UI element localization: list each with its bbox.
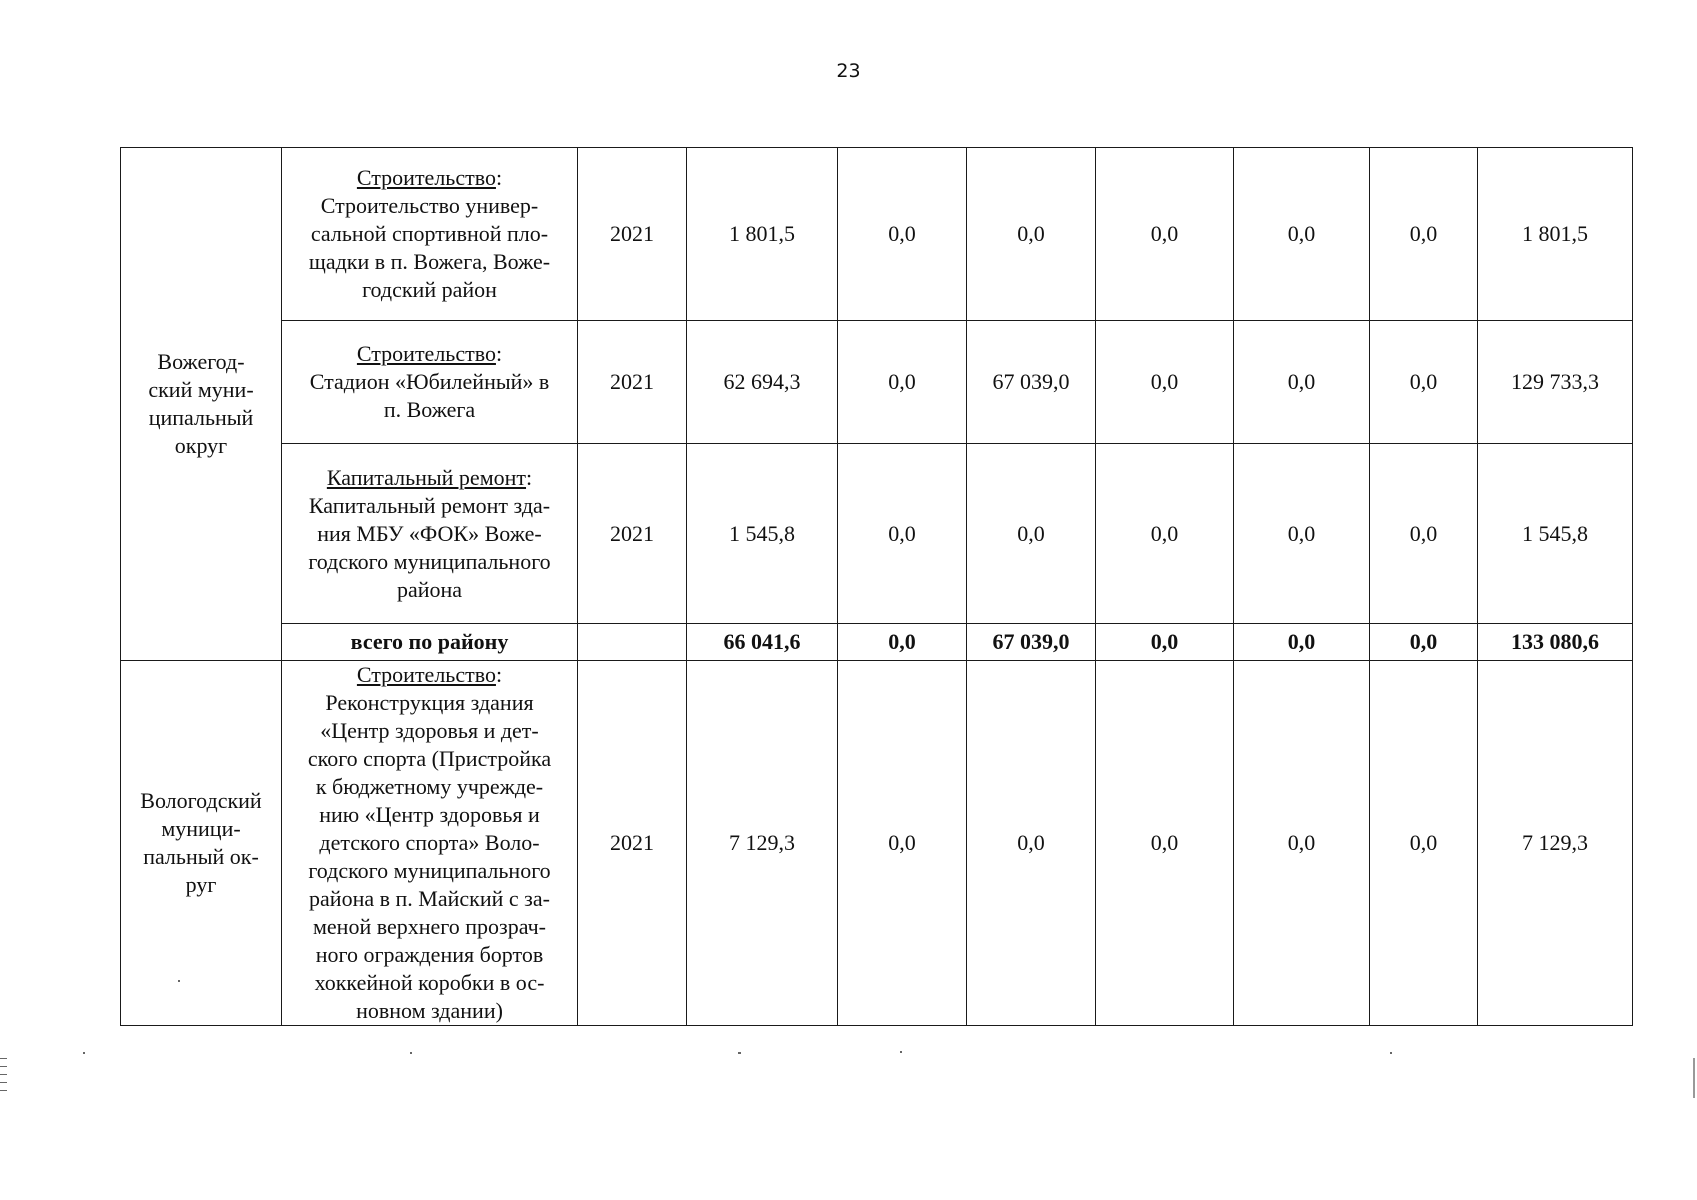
- total-value-cell: 0,0: [838, 624, 967, 661]
- value-cell: 0,0: [838, 148, 967, 321]
- value-cell: 0,0: [1096, 321, 1234, 444]
- total-value-cell: 0,0: [1370, 624, 1478, 661]
- value-cell: 0,0: [1370, 148, 1478, 321]
- value-cell: 0,0: [967, 661, 1096, 1026]
- value-cell: 7 129,3: [687, 661, 838, 1026]
- value-cell: 1 545,8: [687, 444, 838, 624]
- scan-artifact: [0, 1082, 7, 1083]
- table-row: [121, 444, 1633, 624]
- total-label: всего по району: [282, 624, 578, 661]
- scan-artifact: [178, 980, 180, 982]
- year-cell: 2021: [578, 661, 687, 1026]
- total-value-cell: 0,0: [1096, 624, 1234, 661]
- object-description: Реконструкция здания «Центр здоровья и дет- ского спорта (Пристройка к бюджетному учрежде- нию «Центр здоровья и детского спорта» Воло- годского муниципального района в п. Майский с за- меной верхнего прозрач- ного ограждения бортов хоккейной коробки в ос- новном здании): [307, 690, 552, 1023]
- year-cell: 2021: [578, 148, 687, 321]
- scan-artifact: [410, 1052, 412, 1054]
- table-row: [121, 321, 1633, 444]
- total-value-cell: 66 041,6: [687, 624, 838, 661]
- value-cell: 67 039,0: [967, 321, 1096, 444]
- work-type: Капитальный ремонт: [326, 464, 527, 490]
- work-type: Строительство: [356, 662, 496, 687]
- scan-artifact: [0, 1090, 7, 1091]
- value-cell: 0,0: [1096, 148, 1234, 321]
- value-cell: 0,0: [838, 444, 967, 624]
- table-row: [121, 661, 1633, 1026]
- scan-artifact: [900, 1051, 902, 1053]
- value-cell: 1 801,5: [1478, 148, 1633, 321]
- value-cell: 0,0: [1096, 661, 1234, 1026]
- total-value-cell: 133 080,6: [1478, 624, 1633, 661]
- value-cell: 1 545,8: [1478, 444, 1633, 624]
- budget-table: [120, 147, 1633, 1026]
- work-type: Строительство: [356, 341, 496, 366]
- value-cell: 0,0: [1370, 661, 1478, 1026]
- year-cell: [578, 624, 687, 661]
- work-type: Строительство: [356, 165, 496, 190]
- value-cell: 129 733,3: [1478, 321, 1633, 444]
- value-cell: 0,0: [1234, 321, 1370, 444]
- value-cell: 0,0: [967, 148, 1096, 321]
- object-description-cell: Строительство: Стадион «Юбилейный» в п. Вожега: [282, 321, 578, 444]
- scan-artifact: [0, 1066, 7, 1067]
- object-description-cell: Капитальный ремонт: Капитальный ремонт зда- ния МБУ «ФОК» Воже- годского муниципального района: [282, 444, 578, 624]
- value-cell: 0,0: [1234, 661, 1370, 1026]
- object-description: Строительство универ- сальной спортивной пло- щадки в п. Вожега, Воже- годский район: [308, 193, 551, 302]
- year-cell: 2021: [578, 444, 687, 624]
- value-cell: 0,0: [1234, 148, 1370, 321]
- object-description: Стадион «Юбилейный» в п. Вожега: [309, 369, 550, 422]
- value-cell: 0,0: [838, 321, 967, 444]
- municipality-cell: Вологодский муници- пальный ок- руг: [121, 661, 282, 1026]
- scan-artifact: [0, 1074, 7, 1075]
- scan-artifact: [738, 1052, 741, 1054]
- value-cell: 0,0: [1234, 444, 1370, 624]
- object-description-cell: Строительство: Реконструкция здания «Центр здоровья и дет- ского спорта (Пристройка к бюджетному учрежде- нию «Центр здоровья и детского спорта» Воло- годского муниципального района в п. Майский с за- меной верхнего прозрач- ного ограждения бортов хоккейной коробки в ос- новном здании): [282, 661, 578, 1026]
- total-row: [121, 624, 1633, 661]
- value-cell: 7 129,3: [1478, 661, 1633, 1026]
- object-description-cell: Строительство: Строительство универ- сальной спортивной пло- щадки в п. Вожега, Воже- годский район: [282, 148, 578, 321]
- value-cell: 0,0: [967, 444, 1096, 624]
- table-row: [121, 148, 1633, 321]
- total-value-cell: 67 039,0: [967, 624, 1096, 661]
- value-cell: 0,0: [1370, 321, 1478, 444]
- page-number: 23: [836, 60, 861, 82]
- value-cell: 0,0: [838, 661, 967, 1026]
- scan-artifact: [0, 1058, 7, 1059]
- value-cell: 62 694,3: [687, 321, 838, 444]
- municipality-cell: Вожегод- ский муни- ципальный округ: [121, 148, 282, 661]
- total-value-cell: 0,0: [1234, 624, 1370, 661]
- scan-artifact: [1390, 1052, 1392, 1054]
- value-cell: 1 801,5: [687, 148, 838, 321]
- value-cell: 0,0: [1096, 444, 1234, 624]
- scan-artifact: [1693, 1058, 1695, 1098]
- object-description: Капитальный ремонт зда- ния МБУ «ФОК» Воже- годского муниципального района: [308, 492, 551, 602]
- value-cell: 0,0: [1370, 444, 1478, 624]
- year-cell: 2021: [578, 321, 687, 444]
- scan-artifact: [83, 1052, 85, 1054]
